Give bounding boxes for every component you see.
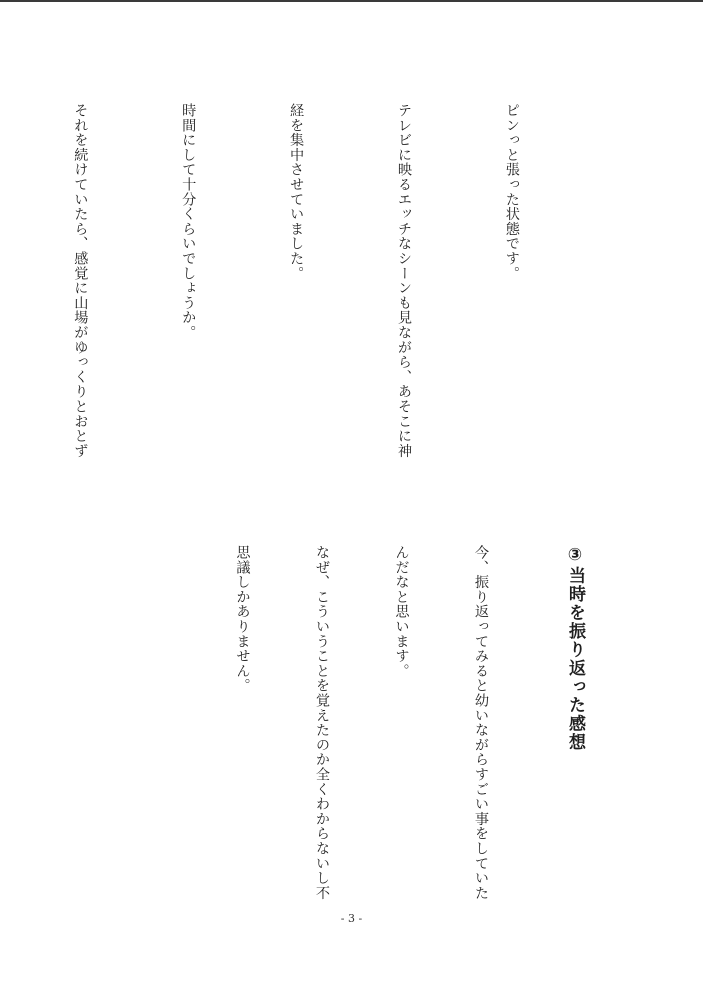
text-line: 経を集中させていました。	[288, 103, 305, 281]
text-line: それを続けていたら、感覚に山場がゆっくりとおとず	[72, 103, 89, 459]
text-line: ピンっと張った状態です。	[503, 103, 520, 281]
text-line: んだなと思います。	[393, 545, 410, 679]
section3-text-block	[234, 545, 547, 901]
text-line: 今、振り返ってみると幼いながらすごい事をしていた	[473, 545, 489, 901]
upper-text-block	[72, 103, 592, 473]
section-heading: ③当時を振り返った感想	[565, 545, 585, 752]
top-border-line	[0, 0, 703, 2]
text-line: なぜ、こういうことを覚えたのか全くわからないし不	[314, 545, 330, 901]
page-number: - 3 -	[340, 912, 363, 925]
text-line: 時間にして十分くらいでしょうか。	[180, 103, 197, 340]
text-line: テレビに映るエッチなシーンも見ながら、あそこに神	[395, 103, 412, 459]
text-line: 思議しかありません。	[234, 545, 251, 693]
